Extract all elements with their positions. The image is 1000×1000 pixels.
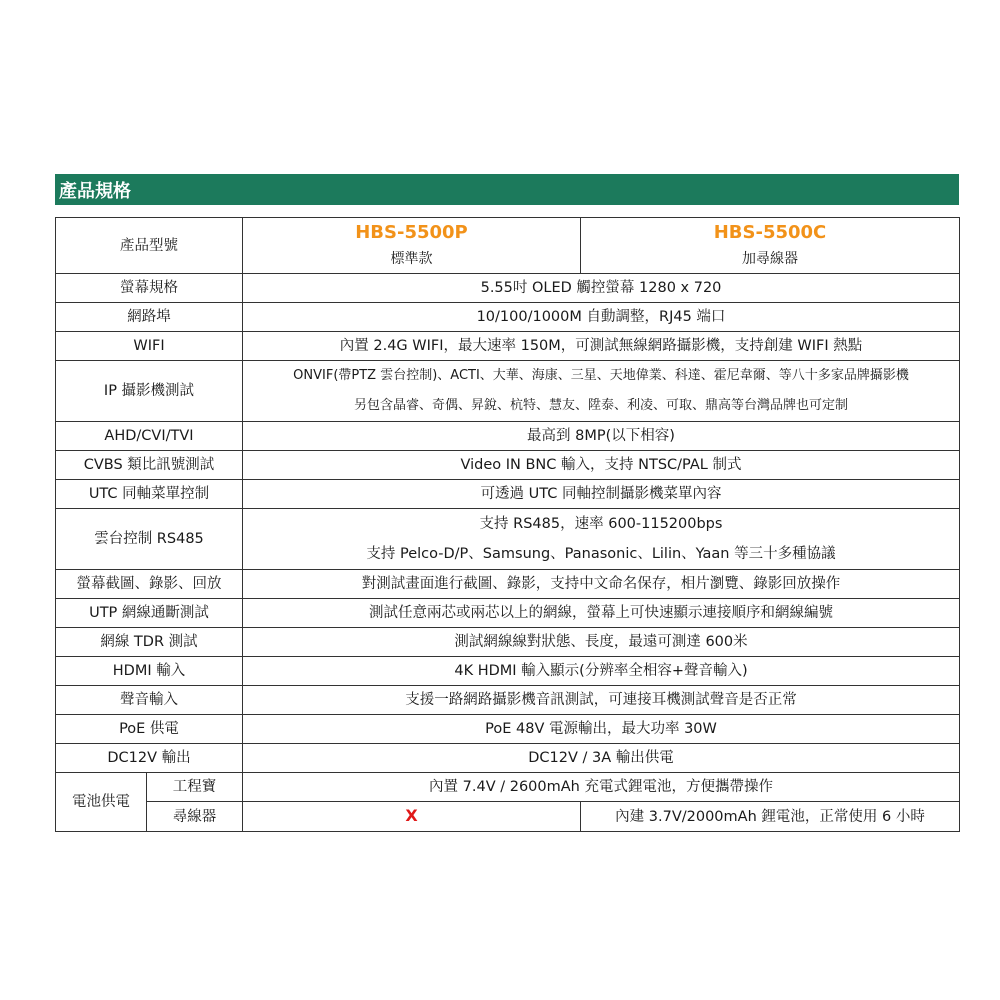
row-label: HDMI 輸入 bbox=[56, 657, 243, 686]
row-label: CVBS 類比訊號測試 bbox=[56, 451, 243, 480]
row-value: 內置 2.4G WIFI，最大速率 150M，可測試無線網路攝影機，支持創建 WIFI 熱點 bbox=[243, 332, 960, 361]
row-label: 螢幕規格 bbox=[56, 274, 243, 303]
ipcam-line-1: ONVIF(帶PTZ 雲台控制)、ACTI、大華、海康、三星、天地偉業、科達、霍尼韋爾、等八十多家品牌攝影機 bbox=[293, 368, 909, 383]
row-value: 支援一路網路攝影機音訊測試，可連接耳機測試聲音是否正常 bbox=[243, 686, 960, 715]
row-label: UTC 同軸菜單控制 bbox=[56, 480, 243, 509]
row-value: 測試網線線對狀態、長度，最遠可測達 600米 bbox=[243, 628, 960, 657]
row-label: 網線 TDR 測試 bbox=[56, 628, 243, 657]
row-value: PoE 48V 電源輸出，最大功率 30W bbox=[243, 715, 960, 744]
row-label: 雲台控制 RS485 bbox=[56, 509, 243, 570]
row-value: 4K HDMI 輸入顯示(分辨率全相容+聲音輸入) bbox=[243, 657, 960, 686]
table-row bbox=[56, 570, 960, 599]
table-row bbox=[56, 451, 960, 480]
table-row bbox=[56, 744, 960, 773]
row-label: PoE 供電 bbox=[56, 715, 243, 744]
rs485-line-2: 支持 Pelco-D/P、Samsung、Panasonic、Lilin、Yaan 等三十多種協議 bbox=[366, 546, 836, 562]
row-label: AHD/CVI/TVI bbox=[56, 422, 243, 451]
model-b-name: HBS-5500C bbox=[713, 221, 827, 243]
row-value: 10/100/1000M 自動調整，RJ45 端口 bbox=[243, 303, 960, 332]
finder-b-value: 內建 3.7V/2000mAh 鋰電池，正常使用 6 小時 bbox=[581, 802, 960, 832]
table-row bbox=[56, 303, 960, 332]
row-label: 網路埠 bbox=[56, 303, 243, 332]
model-b-cell bbox=[581, 218, 960, 274]
model-a-cell bbox=[243, 218, 581, 274]
table-row bbox=[56, 422, 960, 451]
table-row bbox=[56, 773, 960, 802]
table-row bbox=[56, 218, 960, 274]
table-row bbox=[56, 509, 960, 570]
section-header bbox=[55, 174, 959, 205]
table-row bbox=[56, 628, 960, 657]
row-value: Video IN BNC 輸入，支持 NTSC/PAL 制式 bbox=[243, 451, 960, 480]
model-a-sub: 標準款 bbox=[390, 250, 433, 267]
spec-table bbox=[55, 217, 960, 832]
table-row bbox=[56, 657, 960, 686]
table-row bbox=[56, 715, 960, 744]
model-row-label: 產品型號 bbox=[56, 218, 243, 274]
not-included-mark: X bbox=[405, 806, 418, 825]
model-a-name: HBS-5500P bbox=[355, 221, 468, 243]
table-row bbox=[56, 361, 960, 422]
row-label: IP 攝影機測試 bbox=[56, 361, 243, 422]
row-value: 可透過 UTC 同軸控制攝影機菜單內容 bbox=[243, 480, 960, 509]
row-label: UTP 網線通斷測試 bbox=[56, 599, 243, 628]
table-row bbox=[56, 802, 960, 832]
row-label: DC12V 輸出 bbox=[56, 744, 243, 773]
row-label: 聲音輸入 bbox=[56, 686, 243, 715]
table-row bbox=[56, 332, 960, 361]
battery-tester-label: 工程寶 bbox=[147, 773, 243, 802]
table-row bbox=[56, 599, 960, 628]
row-value: 5.55吋 OLED 觸控螢幕 1280 x 720 bbox=[243, 274, 960, 303]
row-label: WIFI bbox=[56, 332, 243, 361]
battery-label: 電池供電 bbox=[56, 773, 147, 832]
model-b-sub: 加尋線器 bbox=[742, 250, 798, 267]
finder-a-cell bbox=[243, 802, 581, 832]
row-value: 測試任意兩芯或兩芯以上的網線，螢幕上可快速顯示連接順序和網線編號 bbox=[243, 599, 960, 628]
table-row bbox=[56, 686, 960, 715]
row-value: DC12V / 3A 輸出供電 bbox=[243, 744, 960, 773]
section-title: 產品規格 bbox=[59, 181, 131, 202]
table-row bbox=[56, 480, 960, 509]
row-value: 對測試畫面進行截圖、錄影，支持中文命名保存，相片瀏覽、錄影回放操作 bbox=[243, 570, 960, 599]
row-label: 螢幕截圖、錄影、回放 bbox=[56, 570, 243, 599]
battery-tester-value: 內置 7.4V / 2600mAh 充電式鋰電池，方便攜帶操作 bbox=[243, 773, 960, 802]
battery-finder-label: 尋線器 bbox=[147, 802, 243, 832]
row-value: 最高到 8MP(以下相容) bbox=[243, 422, 960, 451]
rs485-line-1: 支持 RS485，速率 600-115200bps bbox=[479, 516, 723, 532]
table-row bbox=[56, 274, 960, 303]
row-value bbox=[243, 509, 960, 570]
row-value bbox=[243, 361, 960, 422]
ipcam-line-2: 另包含晶睿、奇偶、昇銳、杭特、慧友、陞泰、利凌、可取、鼎高等台灣品牌也可定制 bbox=[353, 398, 848, 413]
